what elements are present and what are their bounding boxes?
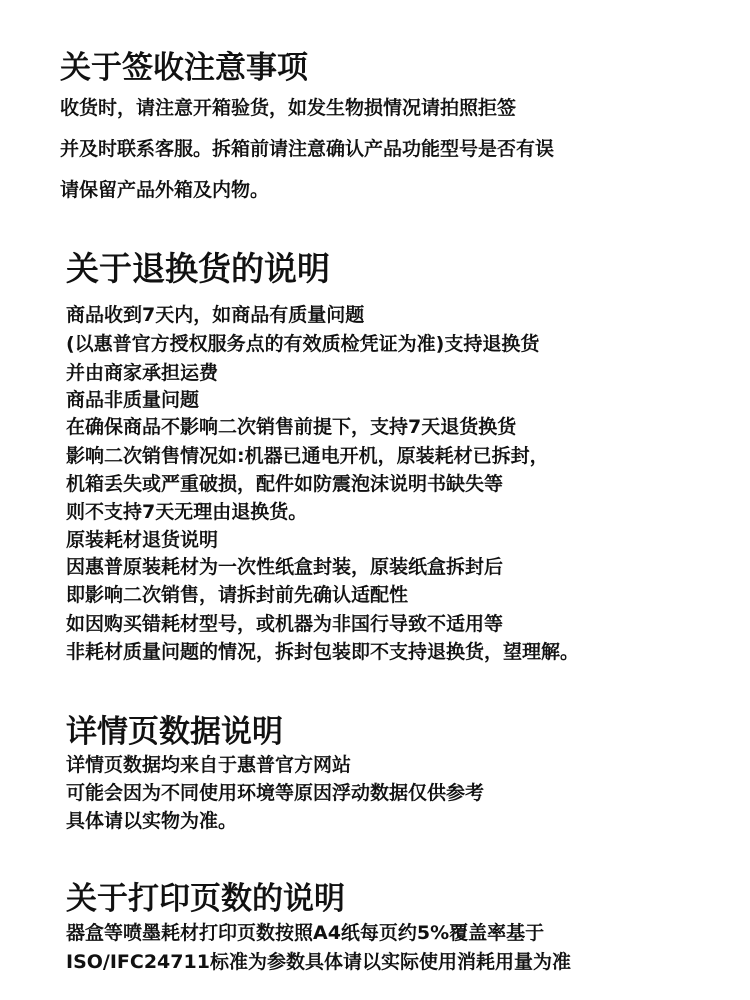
returns-policy-line: 原装耗材退货说明	[66, 529, 219, 551]
returns-policy-line: 则不支持7天无理由退换货。	[66, 501, 308, 523]
details-data-line: 详情页数据均来自于惠普官方网站	[66, 754, 352, 776]
returns-policy-line: 机箱丢失或严重破损，配件如防震泡沫说明书缺失等	[66, 473, 504, 495]
returns-policy-line: 即影响二次销售，请拆封前先确认适配性	[66, 584, 409, 606]
returns-policy-line: 在确保商品不影响二次销售前提下，支持7天退货换货	[66, 416, 517, 438]
returns-policy-title: 关于退换货的说明	[66, 249, 330, 288]
returns-policy-line: 因惠普原装耗材为一次性纸盒封装，原装纸盒拆封后	[66, 556, 504, 578]
returns-policy-line: 非耗材质量问题的情况，拆封包装即不支持退换货，望理解。	[66, 641, 580, 663]
returns-policy-line: 影响二次销售情况如:机器已通电开机，原装耗材已拆封，	[66, 445, 549, 467]
details-data-line: 可能会因为不同使用环境等原因浮动数据仅供参考	[66, 782, 485, 804]
details-data-title: 详情页数据说明	[66, 714, 283, 750]
returns-policy-line: (以惠普官方授权服务点的有效质检凭证为准)支持退换货	[66, 333, 540, 355]
returns-policy-line: 商品收到7天内，如商品有质量问题	[66, 304, 365, 326]
returns-policy-line: 如因购买错耗材型号，或机器为非国行导致不适用等	[66, 613, 504, 635]
signing-notice-title: 关于签收注意事项	[60, 50, 308, 86]
signing-notice-line: 请保留产品外箱及内物。	[60, 179, 270, 201]
print-pages-line: ISO/IFC24711标准为参数具体请以实际使用消耗用量为准	[66, 951, 571, 973]
details-data-line: 具体请以实物为准。	[66, 810, 238, 832]
returns-policy-line: 商品非质量问题	[66, 389, 200, 411]
print-pages-title: 关于打印页数的说明	[66, 881, 345, 917]
print-pages-line: 器盒等喷墨耗材打印页数按照A4纸每页约5%覆盖率基于	[66, 922, 545, 944]
returns-policy-line: 并由商家承担运费	[66, 362, 219, 384]
signing-notice-line: 并及时联系客服。拆箱前请注意确认产品功能型号是否有误	[60, 138, 555, 160]
signing-notice-line: 收货时，请注意开箱验货，如发生物损情况请拍照拒签	[60, 97, 517, 119]
